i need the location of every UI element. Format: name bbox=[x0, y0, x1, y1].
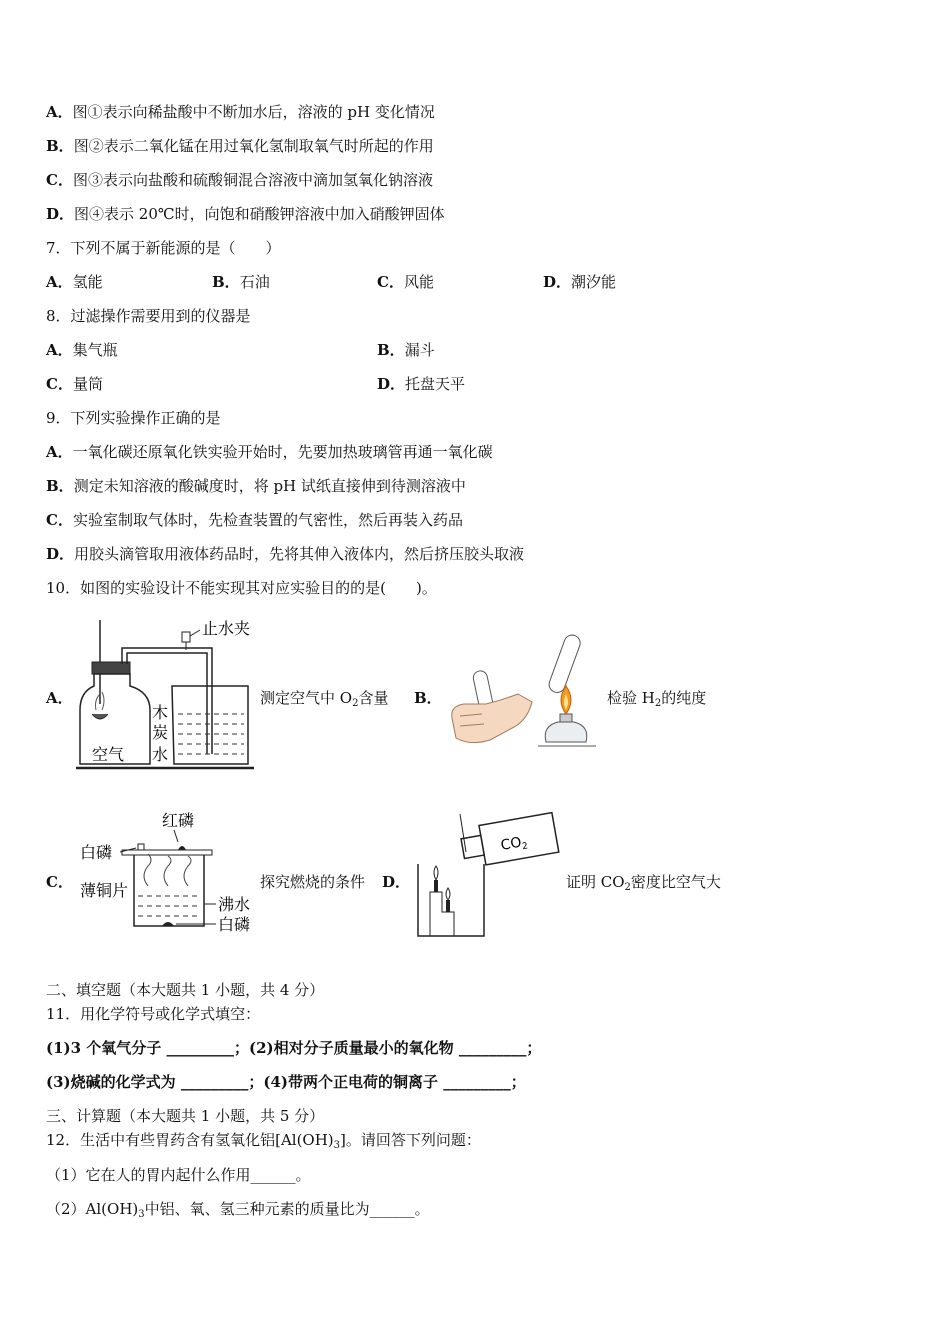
q11-line-1: (1)3 个氧气分子 _________；(2)相对分子质量最小的氧化物 _________； bbox=[46, 1039, 542, 1057]
label-white-phosphorus-2: 白磷 bbox=[218, 915, 251, 934]
q10-option-a-label: A． bbox=[46, 689, 73, 707]
q7-option-b: B．石油 bbox=[212, 273, 270, 291]
q11-line-2: (3)烧碱的化学式为 _________；(4)带两个正电荷的铜离子 _________； bbox=[46, 1073, 526, 1091]
q9-option-b: B．测定未知溶液的酸碱度时，将 pH 试纸直接伸到待测溶液中 bbox=[46, 477, 466, 495]
section-2-title: 二、填空题（本大题共 1 小题，共 4 分） bbox=[46, 981, 325, 999]
q6-option-b: B．图②表示二氧化锰在用过氧化氢制取氧气时所起的作用 bbox=[46, 137, 434, 155]
q7-option-a: A．氢能 bbox=[46, 273, 103, 291]
q10-option-c-caption: 探究燃烧的条件 bbox=[260, 873, 366, 891]
label-white-phosphorus: 白磷 bbox=[80, 843, 113, 862]
section-3-title: 三、计算题（本大题共 1 小题，共 5 分） bbox=[46, 1107, 325, 1125]
label-boiling-water: 沸水 bbox=[218, 895, 251, 914]
q8-option-d: D．托盘天平 bbox=[377, 375, 466, 393]
q9-stem: 9．下列实验操作正确的是 bbox=[46, 409, 221, 427]
q6-option-c: C．图③表示向盐酸和硫酸铜混合溶液中滴加氢氧化钠溶液 bbox=[46, 171, 433, 189]
q7-stem: 7．下列不属于新能源的是（ ） bbox=[46, 239, 281, 257]
q9-option-a: A．一氧化碳还原氧化铁实验开始时，先要加热玻璃管再通一氧化碳 bbox=[46, 443, 493, 461]
q7-option-c: C．风能 bbox=[377, 273, 434, 291]
q10-option-c-label: C． bbox=[46, 873, 73, 891]
label-co2-bottle: $CO_2$ bbox=[499, 834, 529, 854]
q10-stem: 10．如图的实验设计不能实现其对应实验目的的是( )。 bbox=[46, 579, 437, 597]
figure-co2-density bbox=[412, 800, 562, 940]
q10-option-b-caption: 检验 $H_2$的纯度 bbox=[607, 689, 707, 709]
label-air: 空气 bbox=[92, 745, 125, 764]
q6-option-a: A．图①表示向稀盐酸中不断加水后，溶液的 pH 变化情况 bbox=[46, 103, 435, 121]
label-clamp: 止水夹 bbox=[202, 619, 251, 638]
q8-option-b: B．漏斗 bbox=[377, 341, 435, 359]
q8-option-a: A．集气瓶 bbox=[46, 341, 118, 359]
q10-option-d-caption: 证明 $CO_2$密度比空气大 bbox=[566, 873, 721, 893]
q10-option-a-caption: 测定空气中 $O_2$含量 bbox=[260, 689, 389, 709]
q9-option-c: C．实验室制取气体时，先检查装置的气密性，然后再装入药品 bbox=[46, 511, 463, 529]
figure-combustion-conditions bbox=[78, 806, 258, 936]
q8-option-c: C．量筒 bbox=[46, 375, 103, 393]
q9-option-d: D．用胶头滴管取用液体药品时，先将其伸入液体内，然后挤压胶头取液 bbox=[46, 545, 525, 563]
q6-option-d: D．图④表示 20℃时，向饱和硝酸钾溶液中加入硝酸钾固体 bbox=[46, 205, 445, 223]
label-charcoal-2: 炭 bbox=[152, 723, 169, 742]
label-charcoal-1: 木 bbox=[152, 703, 169, 722]
q12-part-2: $(2)Al(OH)_3$中铝、氧、氢三种元素的质量比为______。 bbox=[46, 1200, 430, 1220]
label-red-phosphorus: 红磷 bbox=[162, 811, 195, 830]
label-copper-plate: 薄铜片 bbox=[80, 881, 129, 900]
q10-option-d-label: D． bbox=[382, 873, 411, 891]
figure-o2-measurement bbox=[72, 614, 262, 774]
q12-part-1: （1）它在人的胃内起什么作用______。 bbox=[46, 1166, 311, 1184]
figure-h2-purity bbox=[446, 630, 601, 770]
q12-stem: 12．生活中有些胃药含有氢氧化铝$[Al(OH)_3]$。请回答下列问题： bbox=[46, 1131, 481, 1151]
q7-option-d: D．潮汐能 bbox=[543, 273, 617, 291]
q10-option-b-label: B． bbox=[414, 689, 442, 707]
q11-stem: 11．用化学符号或化学式填空： bbox=[46, 1005, 261, 1023]
label-water: 水 bbox=[152, 745, 169, 764]
q8-stem: 8．过滤操作需要用到的仪器是 bbox=[46, 307, 251, 325]
